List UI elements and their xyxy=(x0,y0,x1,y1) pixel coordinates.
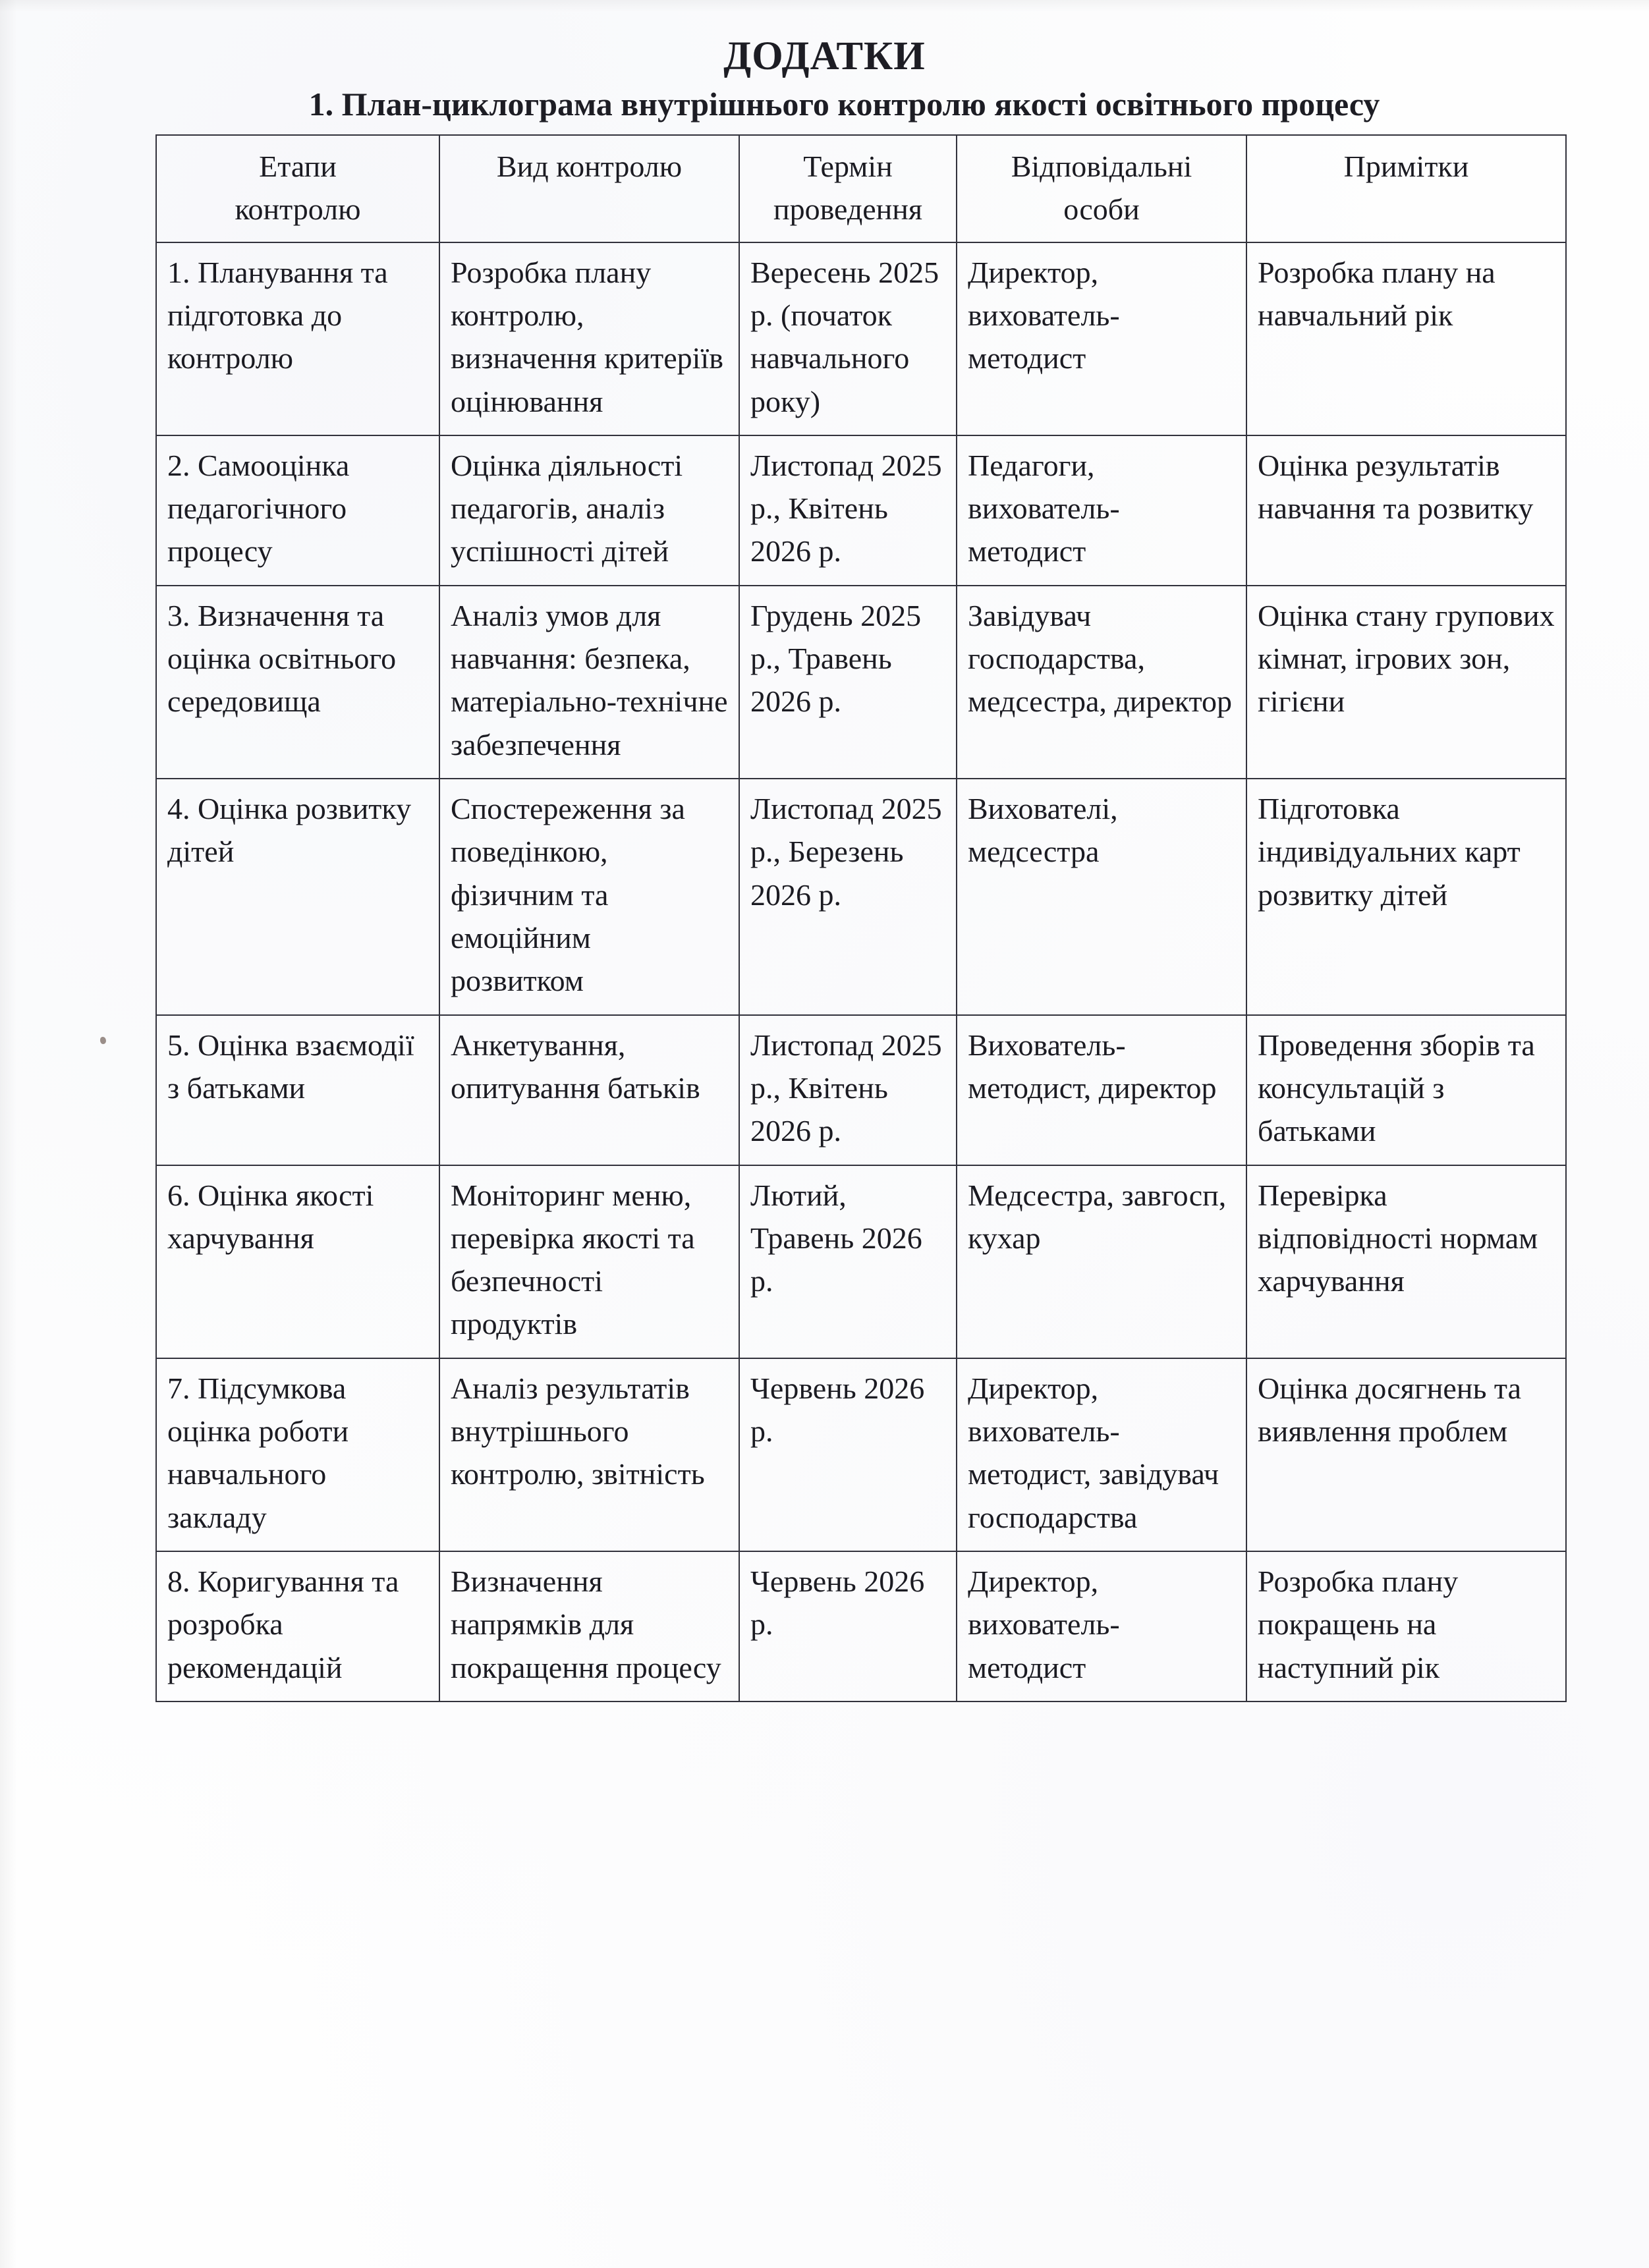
cell-responsible xyxy=(957,1165,1246,1358)
cell-term xyxy=(739,586,957,779)
cell-stage-text: 2. Самооцінка педагогічного процесу xyxy=(167,448,350,568)
cell-term xyxy=(739,1358,957,1551)
column-header-responsible-line1: Відповідальні xyxy=(1011,149,1192,183)
cell-responsible xyxy=(957,242,1246,435)
cell-notes xyxy=(1246,1165,1566,1358)
cell-stage xyxy=(156,1358,439,1551)
cell-type xyxy=(439,779,739,1015)
cell-type xyxy=(439,1165,739,1358)
cell-term xyxy=(739,1165,957,1358)
cell-type-text: Спостереження за поведінкою, фізичним та емоційним розвитком xyxy=(451,792,685,998)
cell-term xyxy=(739,1551,957,1701)
column-header-responsible xyxy=(957,135,1246,242)
cell-stage xyxy=(156,435,439,586)
cell-stage xyxy=(156,586,439,779)
cell-responsible xyxy=(957,435,1246,586)
table-row xyxy=(156,1165,1566,1358)
table-header-row xyxy=(156,135,1566,242)
cell-stage-text: 4. Оцінка розвитку дітей xyxy=(167,792,412,869)
cell-notes-text: Розробка плану покращень на наступний рік xyxy=(1258,1564,1459,1684)
cell-term xyxy=(739,1015,957,1165)
cell-notes-text: Оцінка стану групових кімнат, ігрових зон, гігієни xyxy=(1258,598,1555,719)
table-row xyxy=(156,779,1566,1015)
table-row xyxy=(156,242,1566,435)
column-header-term xyxy=(739,135,957,242)
cell-responsible xyxy=(957,779,1246,1015)
cell-stage xyxy=(156,1551,439,1701)
cell-type-text: Аналіз результатів внутрішнього контролю, звітність xyxy=(451,1371,705,1491)
cell-responsible-text: Педагоги, вихователь-методист xyxy=(968,448,1120,568)
cell-term-text: Листопад 2025 р., Квітень 2026 р. xyxy=(750,1028,942,1148)
cell-stage xyxy=(156,1165,439,1358)
column-header-term-line2: проведення xyxy=(773,192,923,227)
table-row xyxy=(156,586,1566,779)
cell-stage xyxy=(156,779,439,1015)
cell-term-text: Червень 2026 р. xyxy=(750,1564,925,1642)
cell-type xyxy=(439,1551,739,1701)
cell-responsible-text: Директор, вихователь-методист xyxy=(968,255,1120,375)
cell-type-text: Розробка плану контролю, визначення критеріїв оцінювання xyxy=(451,255,723,418)
cell-responsible-text: Директор, вихователь-методист, завідувач господарства xyxy=(968,1371,1219,1534)
cell-notes xyxy=(1246,586,1566,779)
cell-responsible-text: Завідувач господарства, медсестра, директор xyxy=(968,598,1233,719)
cell-stage-text: 6. Оцінка якості харчування xyxy=(167,1178,374,1255)
cell-notes-text: Оцінка досягнень та виявлення проблем xyxy=(1258,1371,1522,1449)
cell-notes-text: Перевірка відповідності нормам харчування xyxy=(1258,1178,1538,1298)
section-heading: 1. План-циклограма внутрішнього контролю якості освітнього процесу xyxy=(308,85,1380,123)
cell-responsible xyxy=(957,1015,1246,1165)
plan-table-container xyxy=(155,134,1565,1702)
column-header-stage-line1: Етапи xyxy=(259,149,337,183)
cell-type-text: Оцінка діяльності педагогів, аналіз успішності дітей xyxy=(451,448,683,568)
column-header-type-line1: Вид контролю xyxy=(496,149,683,183)
cell-term xyxy=(739,779,957,1015)
cell-type-text: Визначення напрямків для покращення процесу xyxy=(451,1564,721,1684)
cell-notes xyxy=(1246,1551,1566,1701)
table-row xyxy=(156,1358,1566,1551)
cell-stage xyxy=(156,1015,439,1165)
column-header-term-line1: Термін xyxy=(803,149,893,183)
cell-responsible xyxy=(957,1358,1246,1551)
cell-term xyxy=(739,435,957,586)
cell-notes xyxy=(1246,779,1566,1015)
cell-term-text: Червень 2026 р. xyxy=(750,1371,925,1449)
cell-term-text: Листопад 2025 р., Квітень 2026 р. xyxy=(750,448,942,568)
cell-responsible-text: Директор, вихователь-методист xyxy=(968,1564,1120,1684)
control-plan-table xyxy=(155,134,1567,1702)
cell-type-text: Аналіз умов для навчання: безпека, матеріально-технічне забезпечення xyxy=(451,598,728,761)
cell-notes-text: Оцінка результатів навчання та розвитку xyxy=(1258,448,1534,526)
cell-stage xyxy=(156,242,439,435)
cell-responsible-text: Медсестра, завгосп, кухар xyxy=(968,1178,1227,1255)
cell-type xyxy=(439,435,739,586)
cell-type xyxy=(439,1358,739,1551)
column-header-type xyxy=(439,135,739,242)
cell-type xyxy=(439,1015,739,1165)
table-header xyxy=(156,135,1566,242)
cell-notes xyxy=(1246,1358,1566,1551)
cell-responsible-text: Вихователь-методист, директор xyxy=(968,1028,1217,1105)
cell-notes-text: Проведення зборів та консультацій з батьками xyxy=(1258,1028,1535,1148)
cell-stage-text: 1. Планування та підготовка до контролю xyxy=(167,255,388,375)
cell-responsible xyxy=(957,1551,1246,1701)
cell-notes xyxy=(1246,435,1566,586)
page-title: ДОДАТКИ xyxy=(723,34,926,78)
cell-responsible xyxy=(957,586,1246,779)
cell-term-text: Листопад 2025 р., Березень 2026 р. xyxy=(750,792,942,912)
cell-term-text: Вересень 2025 р. (початок навчального року) xyxy=(750,255,939,418)
column-header-notes xyxy=(1246,135,1566,242)
cell-term-text: Лютий, Травень 2026 р. xyxy=(750,1178,922,1298)
cell-stage-text: 5. Оцінка взаємодії з батьками xyxy=(167,1028,414,1105)
scan-speck xyxy=(100,1037,106,1044)
table-row xyxy=(156,1551,1566,1701)
cell-stage-text: 3. Визначення та оцінка освітнього середовища xyxy=(167,598,397,719)
table-row xyxy=(156,1015,1566,1165)
cell-notes xyxy=(1246,242,1566,435)
cell-type-text: Анкетування, опитування батьків xyxy=(451,1028,700,1105)
table-body xyxy=(156,242,1566,1701)
cell-term-text: Грудень 2025 р., Травень 2026 р. xyxy=(750,598,922,719)
cell-responsible-text: Вихователі, медсестра xyxy=(968,792,1118,869)
cell-type xyxy=(439,242,739,435)
column-header-stage xyxy=(156,135,439,242)
cell-type xyxy=(439,586,739,779)
column-header-notes-line1: Примітки xyxy=(1343,149,1469,183)
cell-stage-text: 8. Коригування та розробка рекомендацій xyxy=(167,1564,399,1684)
cell-stage-text: 7. Підсумкова оцінка роботи навчального закладу xyxy=(167,1371,349,1534)
cell-notes-text: Розробка плану на навчальний рік xyxy=(1258,255,1495,332)
cell-notes-text: Підготовка індивідуальних карт розвитку дітей xyxy=(1258,792,1521,912)
column-header-responsible-line2: особи xyxy=(1063,192,1140,227)
cell-type-text: Моніторинг меню, перевірка якості та безпечності продуктів xyxy=(451,1178,695,1341)
table-row xyxy=(156,435,1566,586)
column-header-stage-line2: контролю xyxy=(235,192,361,227)
cell-notes xyxy=(1246,1015,1566,1165)
cell-term xyxy=(739,242,957,435)
